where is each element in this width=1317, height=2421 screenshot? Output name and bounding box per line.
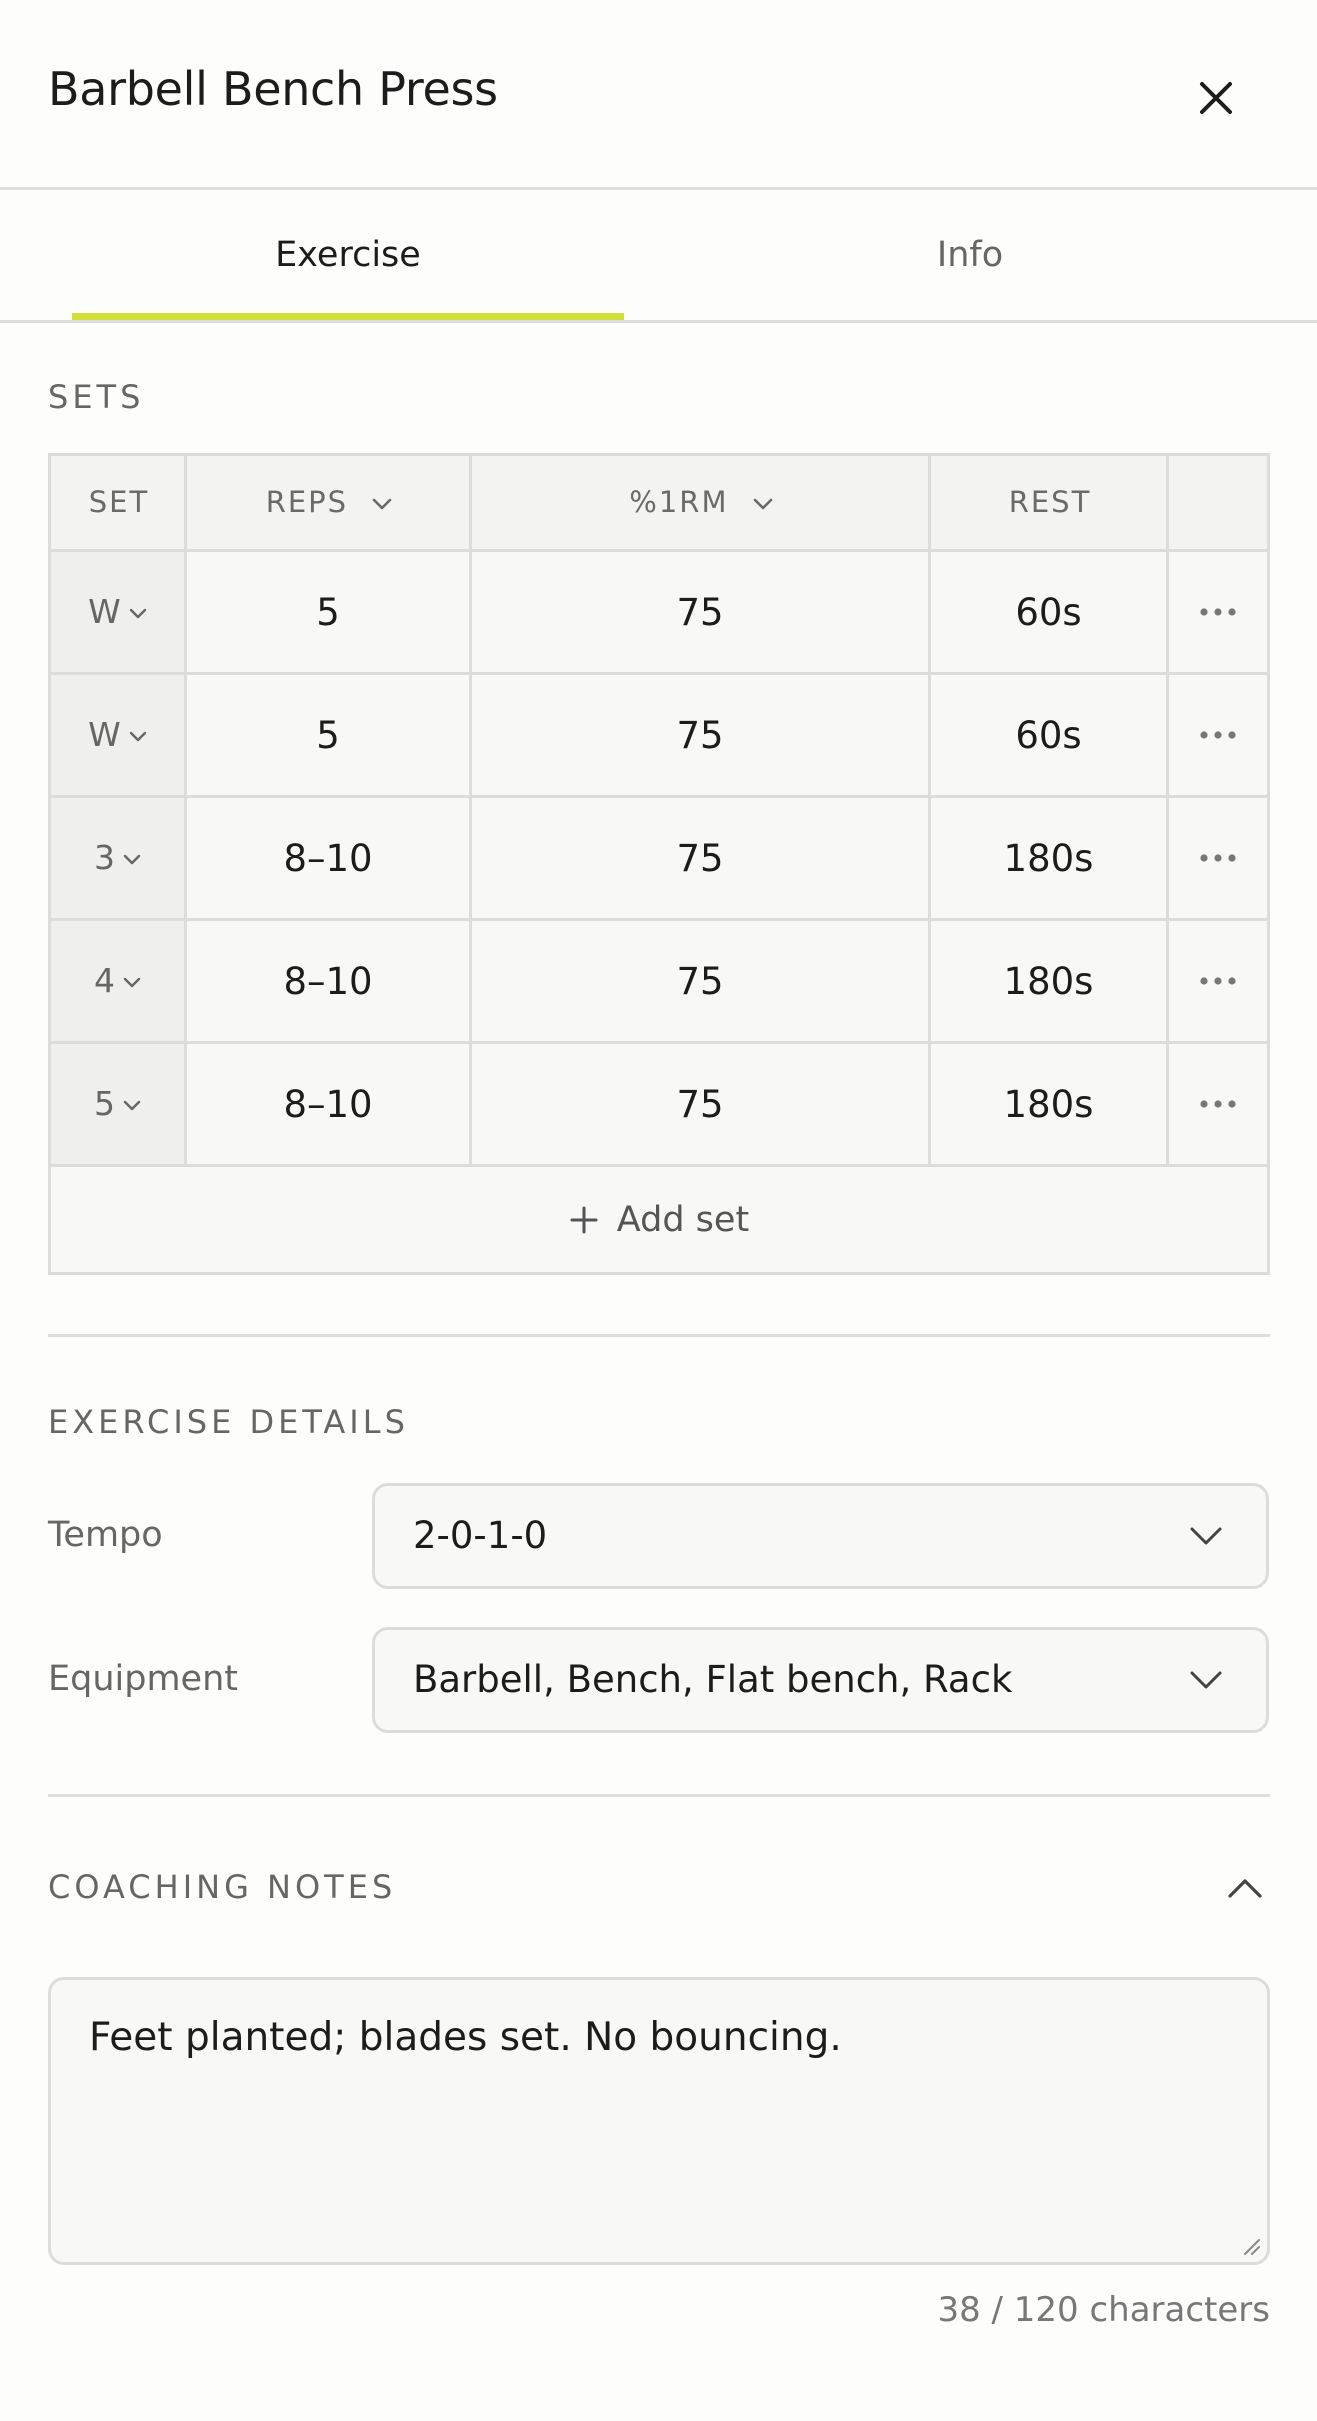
collapse-notes-button[interactable] <box>1222 1870 1268 1906</box>
sets-table <box>48 453 1270 1275</box>
reps-cell[interactable]: 5 <box>316 714 340 757</box>
more-horizontal-icon <box>1198 976 1238 986</box>
sets-section-label: SETS <box>48 378 145 416</box>
table-row <box>51 552 1267 675</box>
row-options-button[interactable] <box>1169 798 1267 918</box>
equipment-label: Equipment <box>48 1659 238 1699</box>
set-type-select[interactable] <box>51 921 184 1041</box>
tab-bar <box>0 190 1317 323</box>
rest-cell[interactable]: 180s <box>1003 960 1094 1003</box>
table-row <box>51 1044 1267 1167</box>
column-header-rm[interactable] <box>472 456 931 549</box>
active-tab-indicator <box>72 313 624 320</box>
tab-exercise[interactable]: Exercise <box>275 235 421 275</box>
grid-line <box>928 456 931 1164</box>
chevron-down-icon <box>1188 1520 1224 1552</box>
chevron-up-icon <box>1222 1870 1268 1906</box>
equipment-value: Barbell, Bench, Flat bench, Rack <box>413 1658 1013 1701</box>
table-row <box>51 798 1267 921</box>
row-options-button[interactable] <box>1169 921 1267 1041</box>
set-type-value: W <box>88 592 121 631</box>
reps-cell[interactable]: 8–10 <box>283 960 373 1003</box>
exercise-title: Barbell Bench Press <box>48 62 498 116</box>
character-counter: 38 / 120 characters <box>937 2290 1270 2330</box>
reps-cell[interactable]: 8–10 <box>283 1083 373 1126</box>
exercise-details-section-label: EXERCISE DETAILS <box>48 1403 409 1441</box>
chevron-down-icon <box>371 497 393 511</box>
drawer-header <box>0 0 1317 190</box>
column-header-rm-label: %1RM <box>629 485 729 519</box>
sets-table-header <box>51 456 1267 552</box>
coaching-notes-textarea[interactable] <box>48 1977 1270 2265</box>
column-header-reps[interactable] <box>187 456 472 549</box>
rm-cell[interactable]: 75 <box>676 591 724 634</box>
chevron-down-icon <box>123 977 141 989</box>
more-horizontal-icon <box>1198 730 1238 740</box>
more-horizontal-icon <box>1198 853 1238 863</box>
column-header-set: SET <box>88 485 150 519</box>
section-divider <box>48 1794 1270 1797</box>
set-type-select[interactable] <box>51 1044 184 1164</box>
chevron-down-icon <box>752 497 774 511</box>
add-set-button[interactable] <box>51 1167 1267 1272</box>
set-type-value: 3 <box>94 838 115 877</box>
add-set-label: Add set <box>616 1199 750 1240</box>
coaching-notes-section-label: COACHING NOTES <box>48 1868 397 1906</box>
tab-info[interactable]: Info <box>936 235 1004 275</box>
rest-cell[interactable]: 180s <box>1003 837 1094 880</box>
tempo-value: 2-0-1-0 <box>413 1514 548 1557</box>
tempo-select[interactable] <box>372 1483 1269 1589</box>
coaching-notes-text: Feet planted; blades set. No bouncing. <box>89 2015 842 2060</box>
grid-line <box>184 456 187 1164</box>
row-options-button[interactable] <box>1169 1044 1267 1164</box>
resize-handle-icon[interactable] <box>1239 2234 1261 2256</box>
chevron-down-icon <box>123 1100 141 1112</box>
section-divider <box>48 1334 1270 1337</box>
chevron-down-icon <box>129 608 147 620</box>
close-icon <box>1188 70 1244 126</box>
set-type-value: W <box>88 715 121 754</box>
column-header-reps-label: REPS <box>265 485 349 519</box>
rm-cell[interactable]: 75 <box>676 714 724 757</box>
reps-cell[interactable]: 5 <box>316 591 340 634</box>
table-row <box>51 675 1267 798</box>
tempo-label: Tempo <box>48 1515 163 1555</box>
set-type-value: 5 <box>94 1084 115 1123</box>
rest-cell[interactable]: 60s <box>1015 714 1082 757</box>
row-options-button[interactable] <box>1169 552 1267 672</box>
rm-cell[interactable]: 75 <box>676 837 724 880</box>
equipment-select[interactable] <box>372 1627 1269 1733</box>
rm-cell[interactable]: 75 <box>676 960 724 1003</box>
rest-cell[interactable]: 60s <box>1015 591 1082 634</box>
grid-line <box>1166 456 1169 1164</box>
column-header-rest: REST <box>1008 485 1092 519</box>
more-horizontal-icon <box>1198 607 1238 617</box>
reps-cell[interactable]: 8–10 <box>283 837 373 880</box>
set-type-value: 4 <box>94 961 115 1000</box>
chevron-down-icon <box>123 854 141 866</box>
rest-cell[interactable]: 180s <box>1003 1083 1094 1126</box>
set-type-select[interactable] <box>51 798 184 918</box>
more-horizontal-icon <box>1198 1099 1238 1109</box>
set-type-select[interactable] <box>51 552 184 672</box>
row-options-button[interactable] <box>1169 675 1267 795</box>
rm-cell[interactable]: 75 <box>676 1083 724 1126</box>
chevron-down-icon <box>129 731 147 743</box>
grid-line <box>469 456 472 1164</box>
plus-icon <box>569 1205 599 1235</box>
set-type-select[interactable] <box>51 675 184 795</box>
table-row <box>51 921 1267 1044</box>
chevron-down-icon <box>1188 1664 1224 1696</box>
close-button[interactable] <box>1188 70 1244 126</box>
